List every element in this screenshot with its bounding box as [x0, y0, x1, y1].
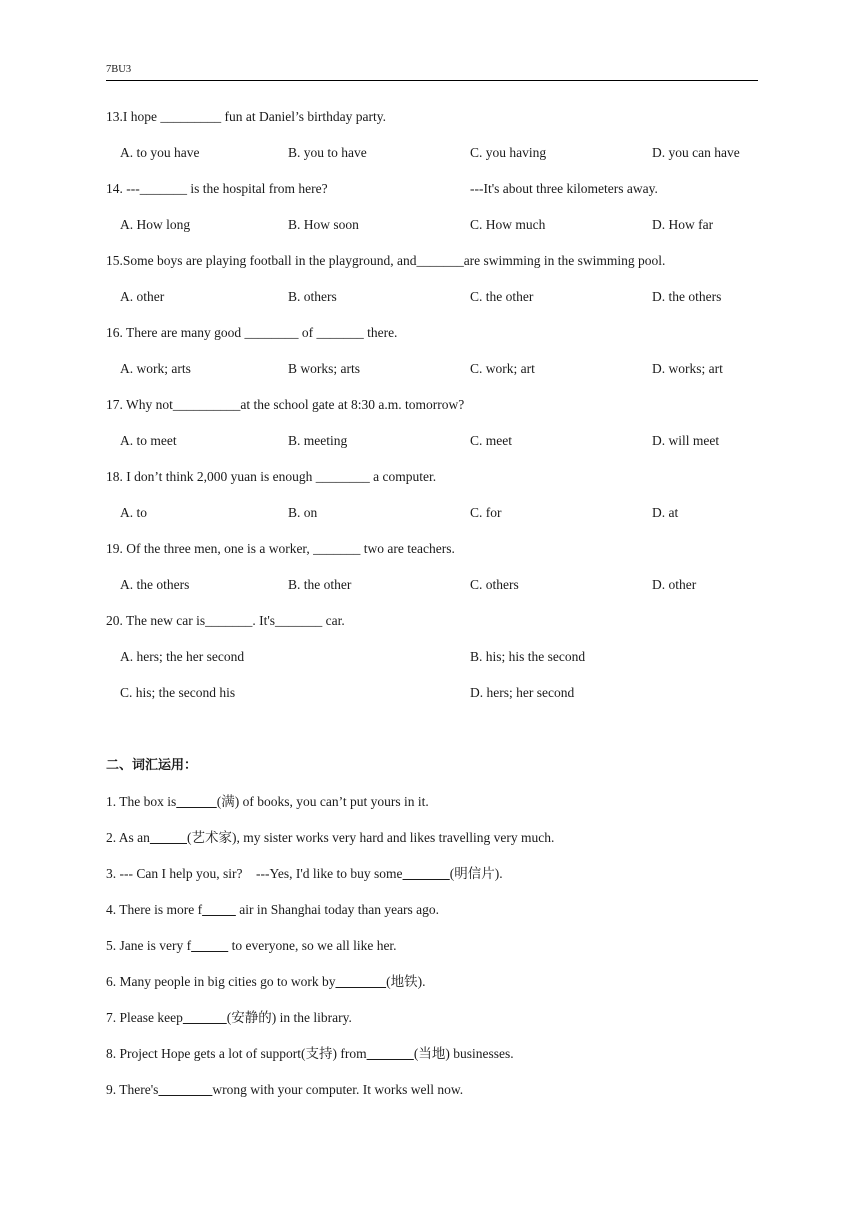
vocab-item-6-pre: 6. Many people in big cities go to work by — [106, 974, 336, 989]
vocab-item-5-pre: 5. Jane is very f — [106, 938, 192, 953]
vocab-item-7-post: (安静的) in the library. — [226, 1010, 352, 1025]
question-17-option-c: C. meet — [470, 433, 512, 448]
vocab-item-8-blank — [367, 1046, 414, 1061]
page-header — [106, 64, 758, 81]
vocab-item-2-blank — [150, 830, 187, 845]
vocab-item-4-blank — [202, 902, 236, 917]
question-19-option-c: C. others — [470, 577, 519, 592]
question-13-option-c: C. you having — [470, 145, 547, 160]
question-20-stem: 20. The new car is_______. It's_______ car. — [106, 613, 345, 628]
vocab-item-8 — [106, 1046, 514, 1062]
vocab-item-3 — [106, 866, 503, 882]
question-18-option-b: B. on — [288, 505, 318, 520]
vocab-item-9-pre: 9. There's — [106, 1082, 159, 1097]
vocab-item-2-post: (艺术家), my sister works very hard and likes travelling very much. — [187, 830, 555, 845]
question-14-option-d: D. How far — [652, 217, 714, 232]
question-17-option-b: B. meeting — [288, 433, 348, 448]
question-16-option-a: A. work; arts — [120, 361, 191, 376]
vocab-item-1 — [106, 794, 429, 810]
vocab-item-2 — [106, 830, 554, 846]
vocab-item-8-post: (当地) businesses. — [413, 1046, 514, 1061]
vocab-item-9 — [106, 1082, 463, 1098]
vocab-item-7 — [106, 1010, 352, 1026]
vocab-item-3-blank — [403, 866, 450, 881]
question-17-option-a: A. to meet — [120, 433, 177, 448]
question-14-option-a: A. How long — [120, 217, 191, 232]
question-15-option-a: A. other — [120, 289, 165, 304]
vocab-item-4-pre: 4. There is more f — [106, 902, 203, 917]
question-19-option-a: A. the others — [120, 577, 190, 592]
header-label: 7BU3 — [106, 64, 132, 75]
question-15-stem: 15.Some boys are playing football in the playground, and_______are swimming in the swimming pool. — [106, 253, 666, 268]
question-16-stem: 16. There are many good ________ of _______ there. — [106, 325, 398, 340]
vocab-item-9-post: wrong with your computer. It works well now. — [212, 1082, 464, 1097]
question-14-option-b: B. How soon — [288, 217, 359, 232]
question-18-option-c: C. for — [470, 505, 502, 520]
question-20-option-b: B. his; his the second — [470, 649, 586, 664]
vocab-item-6 — [106, 974, 425, 990]
question-20-option-c: C. his; the second his — [120, 685, 236, 700]
question-18-option-a: A. to — [120, 505, 147, 520]
question-17-stem: 17. Why not__________at the school gate at 8:30 a.m. tomorrow? — [106, 397, 465, 412]
question-20-option-a: A. hers; the her second — [120, 649, 245, 664]
question-14-stem-right: ---It's about three kilometers away. — [470, 181, 658, 196]
vocab-item-4 — [106, 902, 439, 918]
vocab-item-9-blank — [158, 1082, 212, 1097]
question-16-option-d: D. works; art — [652, 361, 723, 376]
vocab-item-7-pre: 7. Please keep — [106, 1010, 183, 1025]
vocab-item-4-post: air in Shanghai today than years ago. — [235, 902, 440, 917]
question-15-option-b: B. others — [288, 289, 337, 304]
question-14-stem: 14. ---_______ is the hospital from here? — [106, 181, 328, 196]
vocab-item-8-pre: 8. Project Hope gets a lot of support(支持) from — [106, 1046, 367, 1061]
question-14-option-c: C. How much — [470, 217, 546, 232]
question-13-option-d: D. you can have — [652, 145, 740, 160]
question-19-option-b: B. the other — [288, 577, 352, 592]
section-2-title: 二、词汇运用： — [106, 758, 198, 773]
question-19-option-d: D. other — [652, 577, 697, 592]
question-19-stem: 19. Of the three men, one is a worker, _______ two are teachers. — [106, 541, 455, 556]
vocab-item-2-pre: 2. As an — [106, 830, 150, 845]
vocab-item-5 — [106, 938, 397, 954]
question-16-option-c: C. work; art — [470, 361, 535, 376]
question-15-option-c: C. the other — [470, 289, 534, 304]
question-17-option-d: D. will meet — [652, 433, 720, 448]
vocab-item-7-blank — [183, 1010, 227, 1025]
vocab-item-5-post: to everyone, so we all like her. — [228, 938, 397, 953]
vocab-item-3-post: (明信片). — [449, 866, 503, 881]
vocab-item-1-pre: 1. The box is — [106, 794, 177, 809]
vocab-item-3-pre: 3. --- Can I help you, sir? ---Yes, I'd like to buy some — [106, 866, 403, 881]
question-13-stem: 13.I hope _________ fun at Daniel’s birthday party. — [106, 109, 386, 124]
question-13-option-a: A. to you have — [120, 145, 200, 160]
question-13-option-b: B. you to have — [288, 145, 367, 160]
question-20-option-d: D. hers; her second — [470, 685, 575, 700]
question-15-option-d: D. the others — [652, 289, 722, 304]
vocab-item-6-blank — [335, 974, 386, 989]
question-16-option-b: B works; arts — [288, 361, 360, 376]
vocab-item-1-blank — [176, 794, 217, 809]
vocab-item-6-post: (地铁). — [386, 974, 426, 989]
vocab-item-5-blank — [191, 938, 228, 953]
vocab-item-1-post: (满) of books, you can’t put yours in it. — [216, 794, 429, 809]
question-18-stem: 18. I don’t think 2,000 yuan is enough ________ a computer. — [106, 469, 437, 484]
question-18-option-d: D. at — [652, 505, 679, 520]
